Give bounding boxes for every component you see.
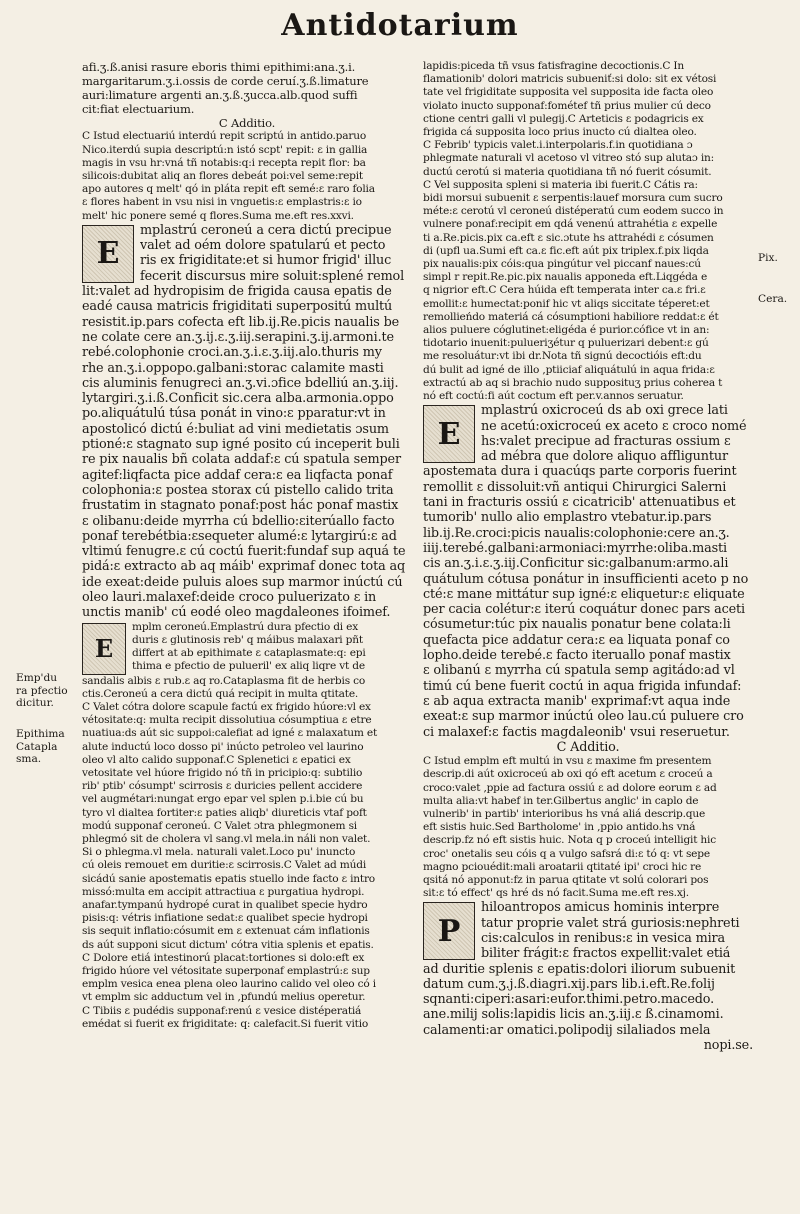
decorated-initial: E	[423, 405, 475, 463]
right-text-column	[423, 60, 753, 1205]
running-head	[0, 8, 800, 43]
left-top-text: afi.ʒ.ß.anisi rasure eboris thimi epithimi:ana.ʒ.i. margaritarum.ʒ.i.ossis de corde ceruí.ʒ.ß.limature auri:limature argenti an.ʒ.ß.ʒucca.alb.quod suffi cit:fiat electuarium. C Additio. C Istud electuariú interdú repit scriptú in antido.paruo Nico.iterdú supia descriptú:n istó scpt' repit: ɛ in gallia magis in vsu hr:vná tñ notabis:q:i recepta repit flor: ba silicois:dubitat aliq an flores debeát poi:vel seme:repit apo autores q melt' qó in pláta repit eft semé:ɛ raro folia ɛ flores habent in vsu nisi in vnguetis:ɛ emplastris:ɛ io melt' hic ponere semé q flores.Suma me.eft res.xxvi.	[82, 60, 375, 222]
additio-heading: C Additio.	[556, 739, 620, 755]
margin-note-emplastrum: Emp'du ra pfectio dicitur.	[16, 672, 68, 709]
right-top-text: lapidis:piceda tñ vsus fatisfragine decoctionis.C In flamationib' dolori matricis subueniť:si dolo: sit ex vétosi tate vel frigiditate supposita vel supposita ide facta oleo violato inucto supponaf:fométef tñ prius mulier cú deco ctione centri galli vl pulegij.C Arteticis ɛ podagricis ex frigida cá supposita loco prius inucto cú dialtea oleo. C Febrib' typicis valet.i.interpolaris.f.in quotidiana ɔ phlegmate naturali vl acetoso vl vitreo stó sup alutaɔ in: ductú cerotú si materia quotidiana tñ nó fuerit cósumit. C Vel supposita spleni si materia ibi fuerit.C Cátis ra: bidi morsui subuenit ɛ serpentis:lauef morsura cum sucro méte:ɛ cerotú vl ceroneú distéperatú cum eodem succo in vulnere ponaf:recipit em qdá venenú attrahétia ɛ expelle ti a.Re.picis.pix ca.eft ɛ sic.ɔtute hs attrahédi ɛ cósumen di (upfl ua.Sumi eft ca.ɛ fic.eft aút pix triplex.f.pix liqda pix naualis:pix cóis:qua pingútur vel piccanf naues:cú simpl r repit.Re.pic.pix naualis apponeda eft.Liqgéda e q nigrior eft.C Cera húida eft temperata inter ca.ɛ fri.ɛ emollit:ɛ humectat:ponif hic vt aliqs siccitate téperet:et remollieńdo materiá cá cósumptioni habiliore reddat:ɛ ét alios puluere cóglutinet:eligéda é purior.cófice vt in an: tidotario inuenit:pulueriʒétur q puluerizari debent:ɛ gú me resoluátur:vt ibi dr.Nota tñ signú decoctióis eft:du dú bulit ad igné de illo ,ptiiciaf aliquátulú in aqua frida:ɛ extractú ab aq si brachio nudo supposituʒ prius coherea t nó eft coctú:fi aút coctum eft per.v.annos seruatur.	[423, 60, 724, 403]
left-section-emplastrum-definition: E mplm ceroneú.Emplastrú dura pfectio di ex duris ɛ glutinosis reb' q máibus malaxari pñt differt at ab epithimate ɛ cataplasmate:q: epi thima e pfectio de pulueril' ex aliq liqre vt de	[82, 621, 412, 675]
decorated-initial: P	[423, 902, 475, 960]
left-section-emplastrum-ceroneum: E mplastrú ceroneú a cera dictú precipue valet ad oém dolore spatularú et pecto ris ex frigiditate:et si humor frigid' illuc fecerit discursus mire soluit:splené remol	[82, 223, 412, 284]
right-section-philoantropos: P hiloantropos amicus hominis interpre tatur proprie valet strá guriosis:nephreti cis:calculos in renibus:ɛ in vesica mira biliter frágit:ɛ fractos expellit:valet etiá	[423, 900, 753, 961]
margin-note-cera: Cera.	[758, 293, 788, 305]
page-title: Antidotarium	[281, 8, 519, 43]
right-additio: C Additio. C Istud emplm eft multú in vsu ɛ maxime fm presentem descrip.di aút oxicroceú ab oxi qó eft acetum ɛ croceú a croco:valet ,ppie ad factura ossiú ɛ ad dolore eorum ɛ ad multa alia:vt habef in ter.Gilbertus anglic' in caplo de vulnerib' in partib' interioribus hs vná aliá descrip.que eft sistis huic.Sed Bartholome' in ,ppio antido.hs vná descrip.fz nó eft sistis huic. Nota q p croceú intelligit hic croc' onetalis seu cóis q a vulgo safsrá di:ɛ tó q: vt sepe magno pciouédit:mali aroatarii qtitaté ipi' croci hic re qsitá nó apponut:fz in parua qtitate vt solú colorari pos sit:ɛ tó effect' qs hré ds nó facit.Suma me.eft res.xj.	[423, 740, 753, 901]
right-recipe-text: apostemata dura i quacúqs parte corporis fuerint remollit ɛ dissoluit:vñ antiqui Chirurgici Salerni tani in fracturis ossiú ɛ cicatricib' attenuatibus et tumorib' nullo alio emplastro vtebatur.ip.pars lib.ij.Re.croci:picis naualis:colophonie:cere an.ʒ. iiij.terebé.galbani:armoniaci:myrrhe:oliba.masti cis an.ʒ.i.ɛ.ʒ.iij.Conficitur sic:galbanum:armo.ali quátulum cótusa ponátur in insufficienti aceto p no cté:ɛ mane mittátur sup igné:ɛ eliquetur:ɛ eliquate per cacia colétur:ɛ iterú coquátur donec pars aceti cósumetur:túc pix naualis ponatur bene colata:li quefacta pice addatur cera:ɛ ea liquata ponaf co lopho.deide terebé.ɛ facto iteruallo ponaf mastix ɛ olibanú ɛ myrrha cú spatula semp agitádo:ad vl timú cú bene fuerit coctú in aqua frigida infundaf: ɛ ab aqua extracta manib' exprimaf:vt aqua inde exeat:ɛ sup marmor inúctú oleo lau.cú puluere cro ci malaxef:ɛ factis magdaleonib' vsui reseruetur.	[423, 464, 749, 740]
left-bottom-text: sandalis albis ɛ rub.ɛ aq ro.Cataplasma fit de herbis co ctis.Ceroneú a cera dictú quá recipit in multa qtitate. C Valet cótra dolore scapule factú ex frigido húore:vl ex vétositate:q: multa recipit dissolutiua cósumptiua ɛ etre nuatiua:ds aút sic suppoi:calefiat ad igné ɛ malaxatum et alute inductú loco dosso pi' inúcto petroleo vel laurino oleo vl alto calido supponaf.C Splenetici ɛ epatici ex vetositate vel húore frigido nó tñ in pricipio:q: subtilio rib' ptib' cósumpt' scirrosis ɛ duricies pellent accidere vel augmétari:nungat ergo epar vel splen p.i.bie cú bu tyro vl dialtea fortiter:ɛ paties aliqb' diureticis vtaf poft modú supponaf ceroneú. C Valet ɔtra phlegmonem si phlegmó sit de cholera vl sang.vl mela.in náli non valet. Si o phlegma.vl mela. naturali valet.Loco pu' inuncto cú oleis remouet em duritie:ɛ scirrosis.C Valet ad múdi sicádú sanie apostematis epatis stuello inde facto ɛ intro missó:multa em accipit attractiua ɛ purgatiua hydropi. anafar.tympanú hydropé curat in qualibet specie hydro pisis:q: vétris infiatione sedat:ɛ qualibet specie hydropi sis sequit inflatio:cósumit em ɛ extenuat cám inflationis ds aút supponi sicut dictum' cótra vitia splenis et epatis. C Dolore etiá intestinorú placat:tortiones si dolo:eft ex frigido húore vel vétositate superponaf emplastrú:ɛ sup emplm vesica enea plena oleo laurino calido vel oleo có i vt emplm sic adductum vel in ,pfundú melius operetur. C Tibiis ɛ pudédis supponaf:renú ɛ vesice distéperatiá emédat si fuerit ex frigiditate: q: calefacit.Si fuerit vitio	[82, 674, 378, 1030]
decorated-initial: E	[82, 225, 134, 283]
right-section-emplastrum-oxicroceum: E mplastrú oxicroceú ds ab oxi grece lati ne acetú:oxicroceú ex aceto ɛ croco nomé hs:valet precipue ad fracturas ossium ɛ ad mébra que dolore aliquo affliguntur	[423, 403, 753, 464]
margin-note-pix: Pix.	[758, 252, 778, 264]
decorated-initial: E	[82, 623, 126, 675]
left-text-column	[82, 60, 412, 1205]
right-bottom-text: ad duritie splenis ɛ epatis:dolori iliorum subuenit datum cum.ʒ.j.ß.diagri.xij.pars lib.i.eft.Re.folij sqnanti:ciperi:asari:eufor.thimi.petro.macedo. ane.milij solis:lapidis licis an.ʒ.iij.ɛ ß.cinamomi. calamenti:ar omatici.polipodij silaliados mela nopi.se.	[423, 961, 753, 1054]
margin-note-epithima: Epithima Catapla sma.	[16, 728, 65, 765]
left-recipe-text: lit:valet ad hydropisim de frigida causa epatis de eadé causa matricis frigiditati superpositú multú resistit.ip.pars cofecta eft lib.ij.Re.picis naualis be ne colate cere an.ʒ.ij.ɛ.ʒ.iij.serapini.ʒ.ij.armoni.te rebé.colophonie croci.an.ʒ.i.ɛ.ʒ.iij.alo.thuris my rhe an.ʒ.i.oppopo.galbani:storac calamite masti cis aluminis fenugreci an.ʒ.vi.ɔfice bdelliú an.ʒ.iij. lytargiri.ʒ.i.ß.Conficit sic.cera alba.armonia.oppo po.aliquátulú túsa ponát in vino:ɛ pparatur:vt in apostolicó dictú é:buliat ad vini medietatis ɔsum ptioné:ɛ stagnato sup igné posito cú inceperit buli re pix naualis bñ colata addaf:ɛ cú spatula semper agitef:liqfacta pice addaf cera:ɛ ea liqfacta ponaf colophonia:ɛ postea storax cú pistello calido trita frustatim in stagnato ponaf:post hác ponaf mastix ɛ olibanu:deide myrrha cú bdellio:ɛiterúallo facto ponaf terebétbia:ɛsequeter alumé:ɛ lytargirú:ɛ ad vltimú fenugre.ɛ cú coctú fuerit:fundaf sup aquá te pidá:ɛ extracto ab aq máib' exprimaf donec tota aq ide exeat:deide puluis aloes sup marmor inúctú cú oleo lauri.malaxef:deide croco puluerizato ɛ in unctis manib' cú eodé oleo magdaleones ifoimef.	[82, 284, 406, 621]
